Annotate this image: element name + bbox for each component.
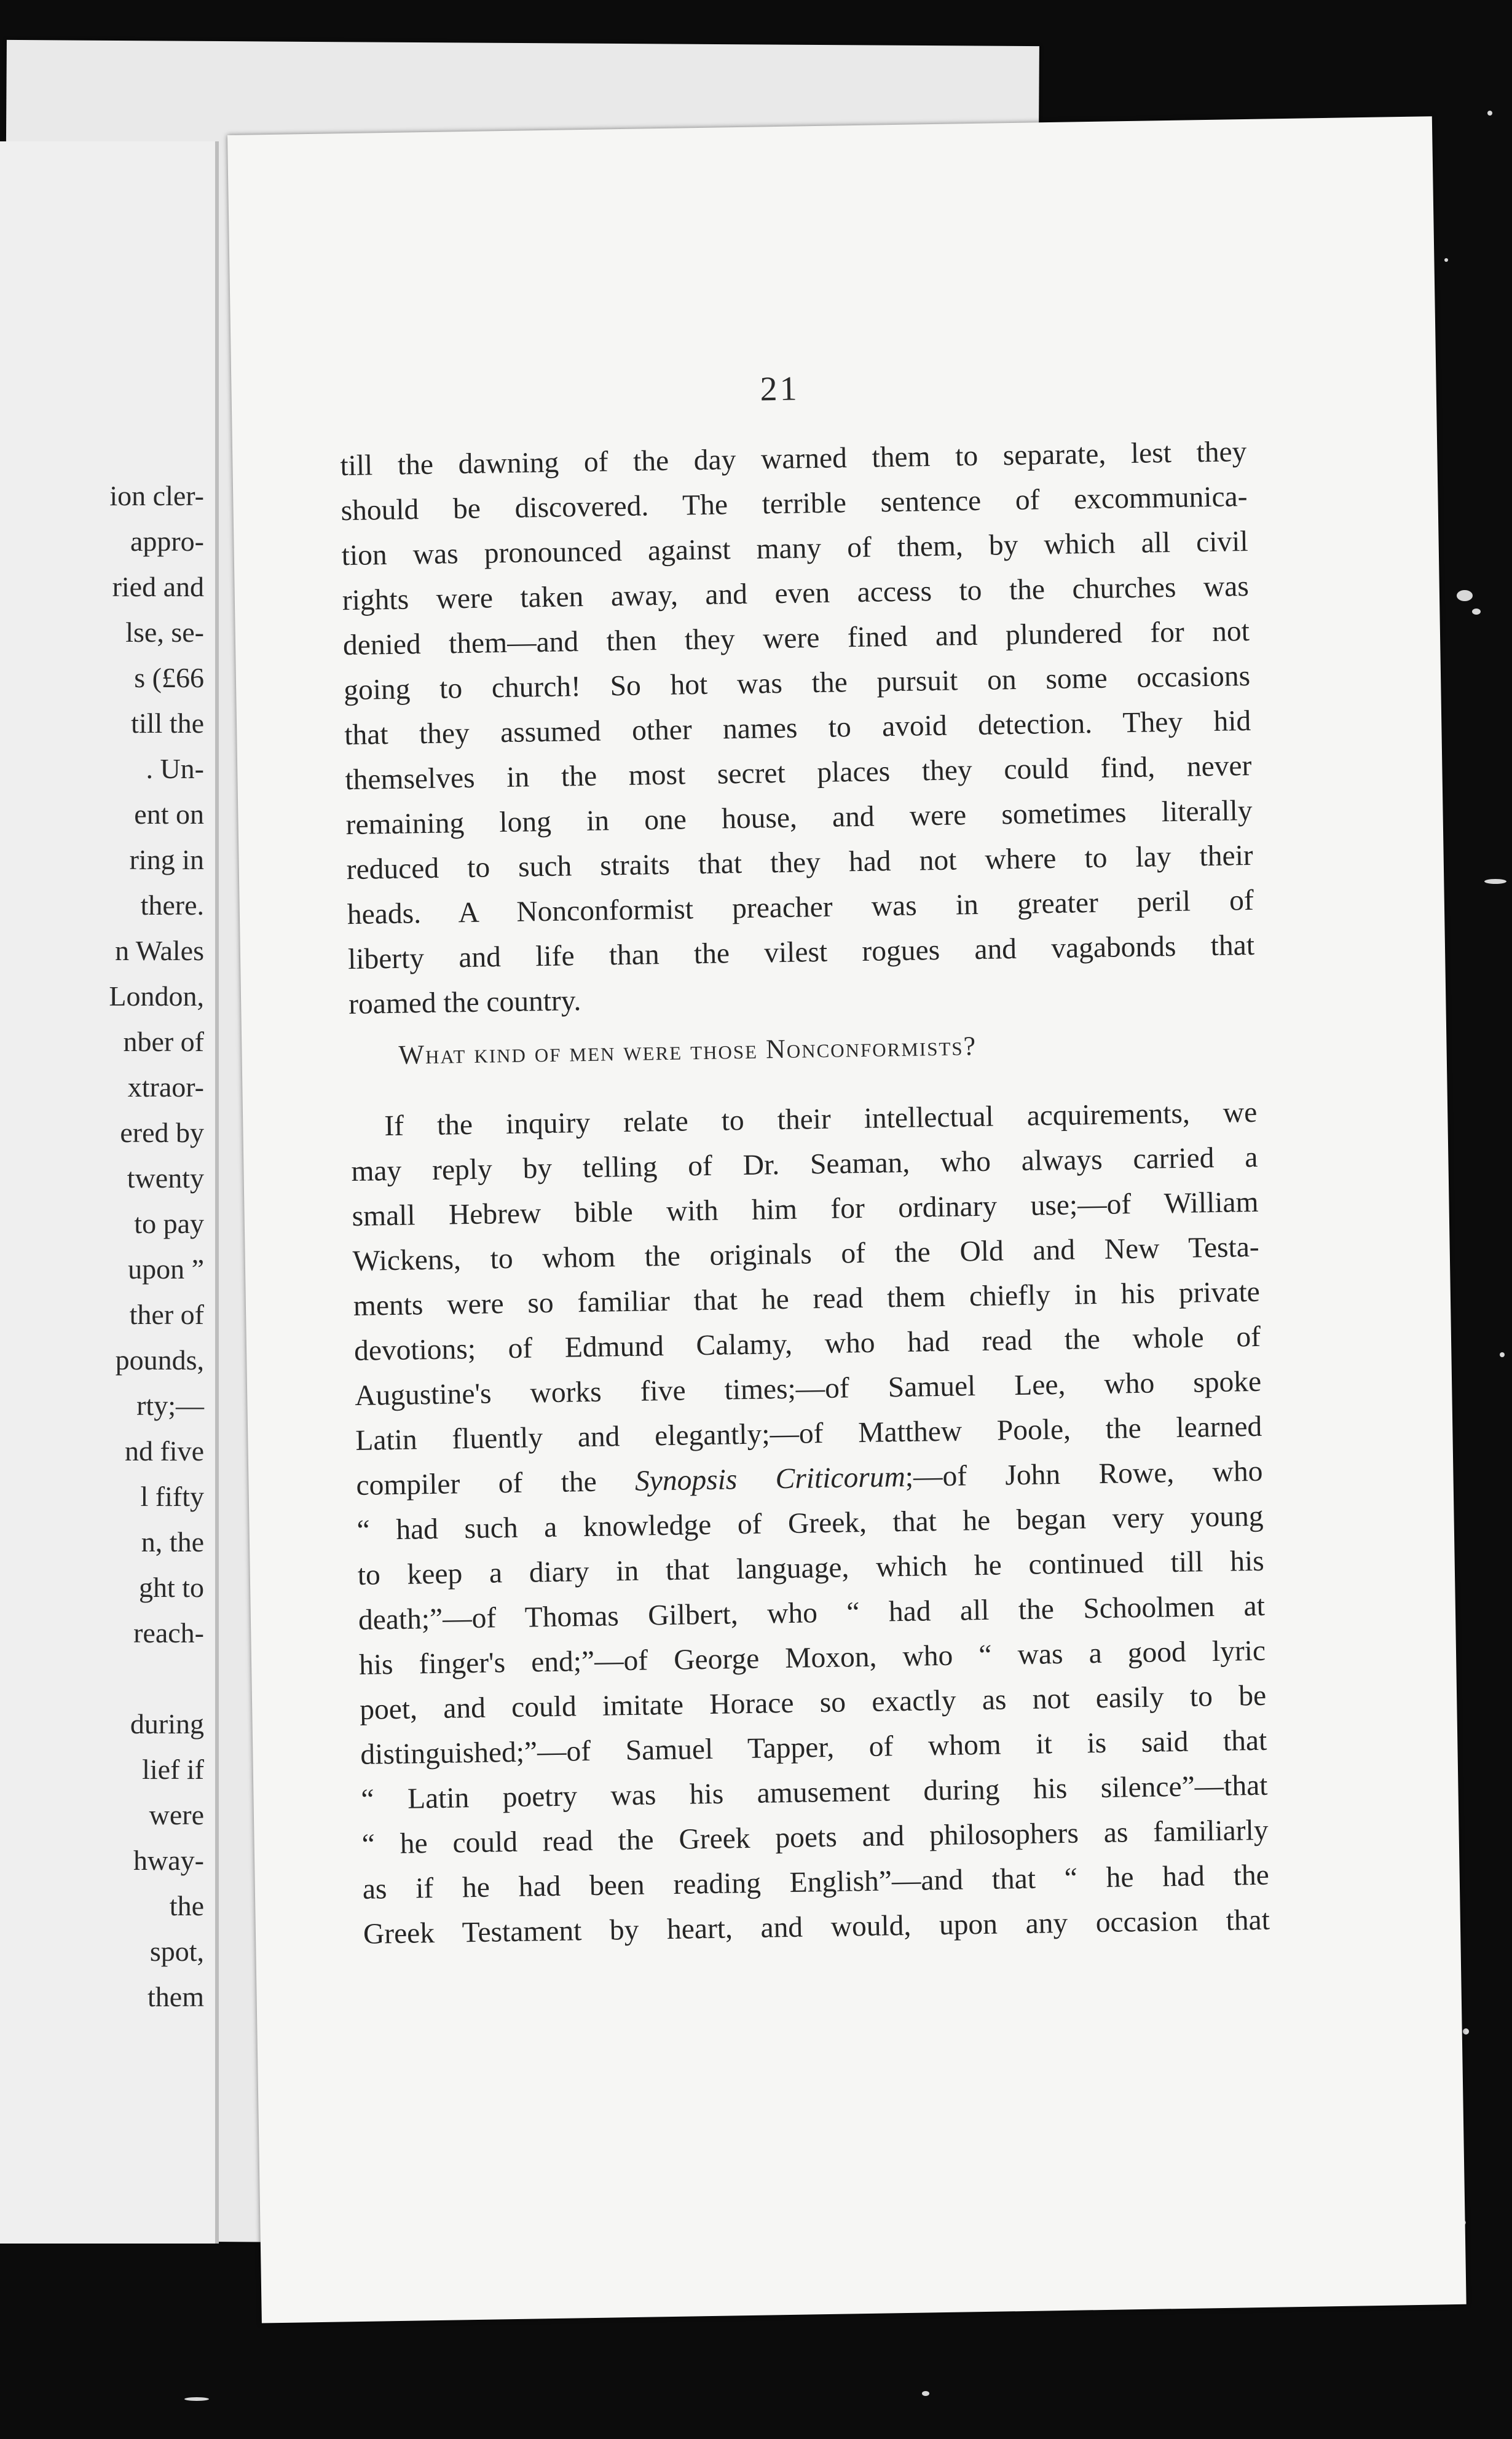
left-page-fragment bbox=[109, 1656, 204, 1701]
scan-speck bbox=[922, 2391, 929, 2396]
scan-speck bbox=[1472, 609, 1481, 615]
text-run: compiler of the bbox=[356, 1465, 597, 1502]
left-page-fragment: upon ” bbox=[128, 1253, 204, 1285]
scan-speck bbox=[1487, 111, 1492, 116]
text-line: reduced to such straits that they had not where to lay their bbox=[346, 839, 1254, 886]
left-page-fragment: ring in bbox=[129, 844, 204, 875]
text-line: that they assumed other names to avoid detection. They hid bbox=[344, 704, 1251, 752]
scan-speck bbox=[1500, 1352, 1505, 1357]
left-page-fragment: lse, se- bbox=[125, 617, 204, 648]
left-page-fragment: hway- bbox=[133, 1845, 204, 1876]
left-page-fragment: ered by bbox=[120, 1117, 204, 1148]
text-line: “ Latin poetry was his amusement during his silence”—that bbox=[361, 1769, 1268, 1816]
left-page-fragment: ion cler- bbox=[109, 480, 204, 511]
text-line: denied them—and then they were fined and plundered for not bbox=[342, 615, 1250, 662]
left-page-fragment: London, bbox=[109, 980, 204, 1012]
text-line: “ had such a knowledge of Greek, that he began very young bbox=[356, 1500, 1264, 1547]
left-page-fragment: pounds, bbox=[115, 1344, 204, 1376]
left-page-fragment: ther of bbox=[129, 1299, 204, 1330]
scan-speck bbox=[1457, 590, 1473, 601]
left-page-fragment: . Un- bbox=[146, 753, 204, 784]
text-line: devotions; of Edmund Calamy, who had read the whole of bbox=[353, 1320, 1261, 1368]
text-line: small Hebrew bible with him for ordinary use;—of William bbox=[352, 1186, 1259, 1233]
text-line: till the dawning of the day warned them to separate, lest they bbox=[340, 436, 1247, 483]
left-page-text-fragments bbox=[109, 473, 204, 2020]
text-line: going to church! So hot was the pursuit on some occasions bbox=[343, 660, 1251, 707]
text-line: to keep a diary in that language, which he continued till his bbox=[357, 1545, 1265, 1591]
text-line: should be discovered. The terrible sentence of excommunica- bbox=[341, 481, 1248, 527]
text-line: roamed the country. bbox=[348, 985, 581, 1021]
left-page-fragment: ent on bbox=[134, 798, 204, 830]
left-page-fragment: reach- bbox=[133, 1617, 204, 1649]
text-line: Latin fluently and elegantly;—of Matthew Poole, the learned bbox=[355, 1410, 1262, 1457]
main-page bbox=[227, 116, 1467, 2323]
text-line: heads. A Nonconformist preacher was in greater peril of bbox=[347, 884, 1254, 931]
text-line: If the inquiry relate to their intellectual acquirements, we bbox=[384, 1096, 1258, 1143]
scan-speck bbox=[1484, 879, 1506, 884]
left-page-fragment: lief if bbox=[142, 1754, 204, 1785]
paragraph-2 bbox=[350, 1090, 1270, 1957]
left-page-fragment: nd five bbox=[124, 1435, 204, 1467]
left-page-fragment: during bbox=[130, 1708, 204, 1740]
paragraph-1 bbox=[340, 430, 1256, 1027]
text-line: themselves in the most secret places they could find, never bbox=[345, 749, 1252, 797]
left-page-fragment: there. bbox=[140, 889, 204, 921]
text-line: his finger's end;”—of George Moxon, who “ was a good lyric bbox=[358, 1634, 1266, 1681]
left-page-fragment: them bbox=[148, 1981, 204, 2012]
text-line: tion was pronounced against many of them, by which all civil bbox=[341, 526, 1248, 572]
text-line: Augustine's works five times;—of Samuel Lee, who spoke bbox=[354, 1365, 1262, 1412]
text-line: rights were taken away, and even access to the churches was bbox=[342, 570, 1250, 617]
text-line: Greek Testament by heart, and would, upon any occasion that bbox=[363, 1904, 1270, 1950]
text-line: “ he could read the Greek poets and philosophers as familiarly bbox=[361, 1814, 1269, 1861]
left-page bbox=[0, 141, 219, 2244]
left-page-fragment: were bbox=[149, 1799, 204, 1830]
left-page-fragment: ried and bbox=[112, 571, 204, 602]
left-page-fragment: twenty bbox=[127, 1162, 204, 1194]
scan-speck bbox=[1444, 258, 1448, 262]
scan-speck bbox=[1463, 2028, 1469, 2035]
text-line: poet, and could imitate Horace so exactly as not easily to be bbox=[359, 1679, 1267, 1726]
left-page-fragment: nber of bbox=[123, 1026, 204, 1057]
text-run: ;—of John Rowe, who bbox=[905, 1455, 1263, 1493]
text-line: liberty and life than the vilest rogues and vagabonds that bbox=[347, 929, 1255, 976]
text-line: as if he had been reading English”—and that “ he had the bbox=[362, 1859, 1270, 1905]
text-line: remaining long in one house, and were sometimes literally bbox=[345, 794, 1253, 841]
left-page-fragment: the bbox=[169, 1890, 204, 1921]
text-line: ments were so familiar that he read them chiefly in his private bbox=[353, 1275, 1261, 1323]
scan-speck bbox=[184, 2397, 209, 2401]
left-page-fragment: appro- bbox=[130, 526, 204, 557]
left-page-fragment: till the bbox=[131, 707, 204, 739]
text-line: may reply by telling of Dr. Seaman, who always carried a bbox=[351, 1141, 1258, 1188]
page-number: 21 bbox=[760, 369, 800, 409]
book-title: Synopsis Criticorum bbox=[634, 1460, 906, 1497]
left-page-fragment: ght to bbox=[138, 1572, 204, 1603]
left-page-fragment: spot, bbox=[149, 1936, 204, 1967]
left-page-fragment: s (£66 bbox=[134, 662, 204, 693]
text-line: death;”—of Thomas Gilbert, who “ had all the Schoolmen at bbox=[358, 1590, 1266, 1636]
left-page-fragment: to pay bbox=[134, 1208, 204, 1239]
left-page-fragment: l fifty bbox=[140, 1481, 204, 1512]
left-page-fragment: n Wales bbox=[115, 935, 204, 966]
left-page-fragment: xtraor- bbox=[127, 1071, 204, 1103]
left-page-fragment: n, the bbox=[141, 1526, 204, 1558]
left-page-fragment: rty;— bbox=[136, 1390, 204, 1421]
text-line: distinguished;”—of Samuel Tapper, of whom it is said that bbox=[360, 1724, 1267, 1771]
section-heading: What kind of men were those Nonconformists? bbox=[398, 1031, 977, 1070]
text-line: Wickens, to whom the originals of the Old and New Testa- bbox=[352, 1231, 1260, 1278]
